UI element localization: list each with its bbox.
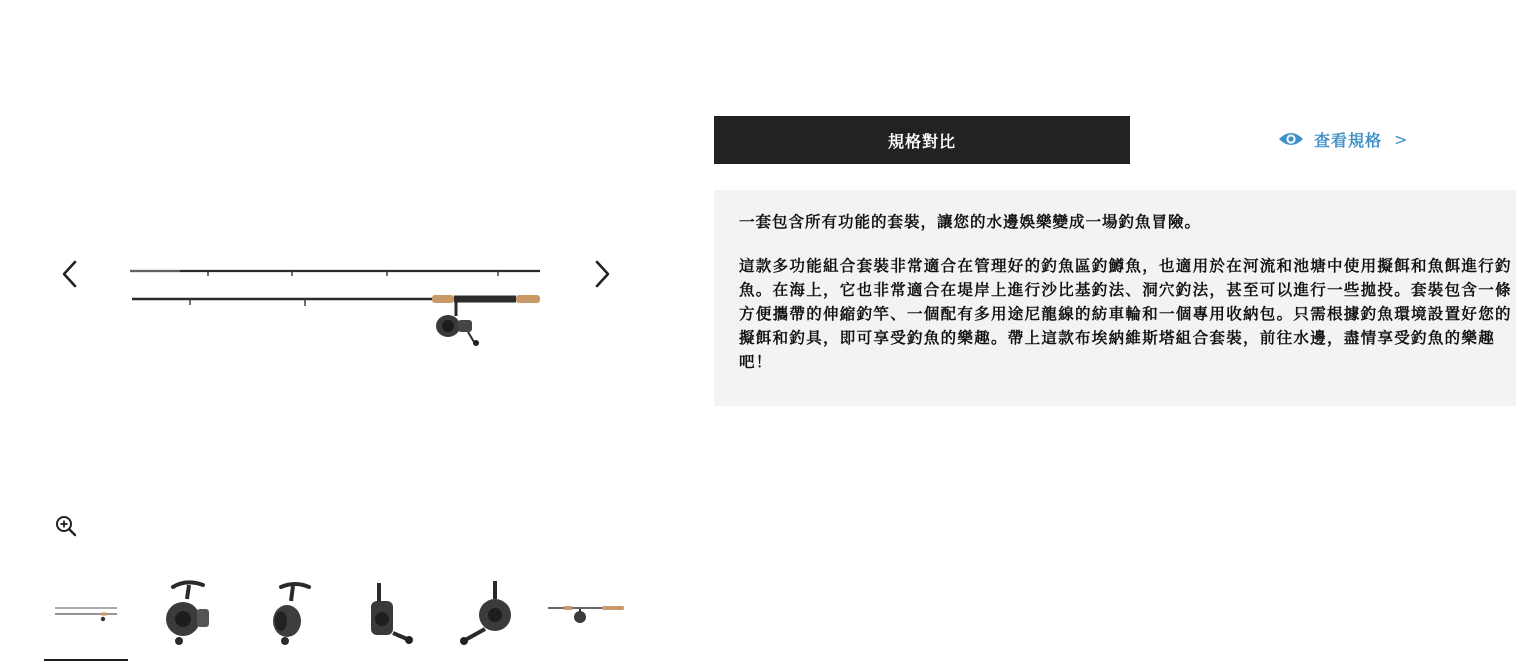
thumbnail-telescopic-rod[interactable] xyxy=(544,570,628,654)
chevron-right-icon xyxy=(591,259,613,289)
zoom-in-icon xyxy=(54,514,78,538)
thumbnail-image xyxy=(351,577,421,647)
main-product-image xyxy=(120,250,560,350)
view-specs-link[interactable] xyxy=(1278,124,1408,154)
chevron-left-icon xyxy=(59,259,81,289)
thumbnail-reel-angled[interactable] xyxy=(444,570,528,654)
thumbnail-image xyxy=(251,577,321,647)
thumbnail-image xyxy=(451,577,521,647)
thumbnail-image xyxy=(51,592,121,632)
gallery-next-button[interactable] xyxy=(582,254,622,294)
thumbnail-reel-side[interactable] xyxy=(244,570,328,654)
thumbnail-image xyxy=(544,592,628,632)
zoom-button[interactable] xyxy=(54,514,78,538)
gallery-prev-button[interactable] xyxy=(50,254,90,294)
chevron-right-icon: > xyxy=(1394,129,1409,149)
thumbnail-reel-front[interactable] xyxy=(144,570,228,654)
product-gallery xyxy=(0,0,680,669)
thumbnail-image xyxy=(151,577,221,647)
thumbnail-rod-combo[interactable] xyxy=(44,570,128,654)
description-headline: 一套包含所有功能的套裝，讓您的水邊娛樂變成一場釣魚冒險。 xyxy=(739,213,1202,231)
compare-specs-label: 規格對比 xyxy=(887,131,956,151)
thumbnail-reel-back[interactable] xyxy=(344,570,428,654)
product-description xyxy=(714,190,1516,406)
compare-specs-button[interactable] xyxy=(714,116,1130,164)
view-specs-label: 查看規格 xyxy=(1314,130,1383,150)
description-body: 這款多功能組合套裝非常適合在管理好的釣魚區釣鱒魚，也適用於在河流和池塘中使用擬餌和魚餌進行釣魚。在海上，它也非常適合在堤岸上進行沙比基釣法、洞穴釣法，甚至可以進行一些拋投。套裝包含一條方便攜帶的伸縮釣竿、一個配有多用途尼龍線的紡車輪和一個專用收納包。只需根據釣魚環境設置好您的擬餌和釣具，即可享受釣魚的樂趣。帶上這款布埃納維斯塔組合套裝，前往水邊，盡情享受釣魚的樂趣吧！ xyxy=(739,257,1512,371)
eye-icon xyxy=(1278,130,1304,148)
